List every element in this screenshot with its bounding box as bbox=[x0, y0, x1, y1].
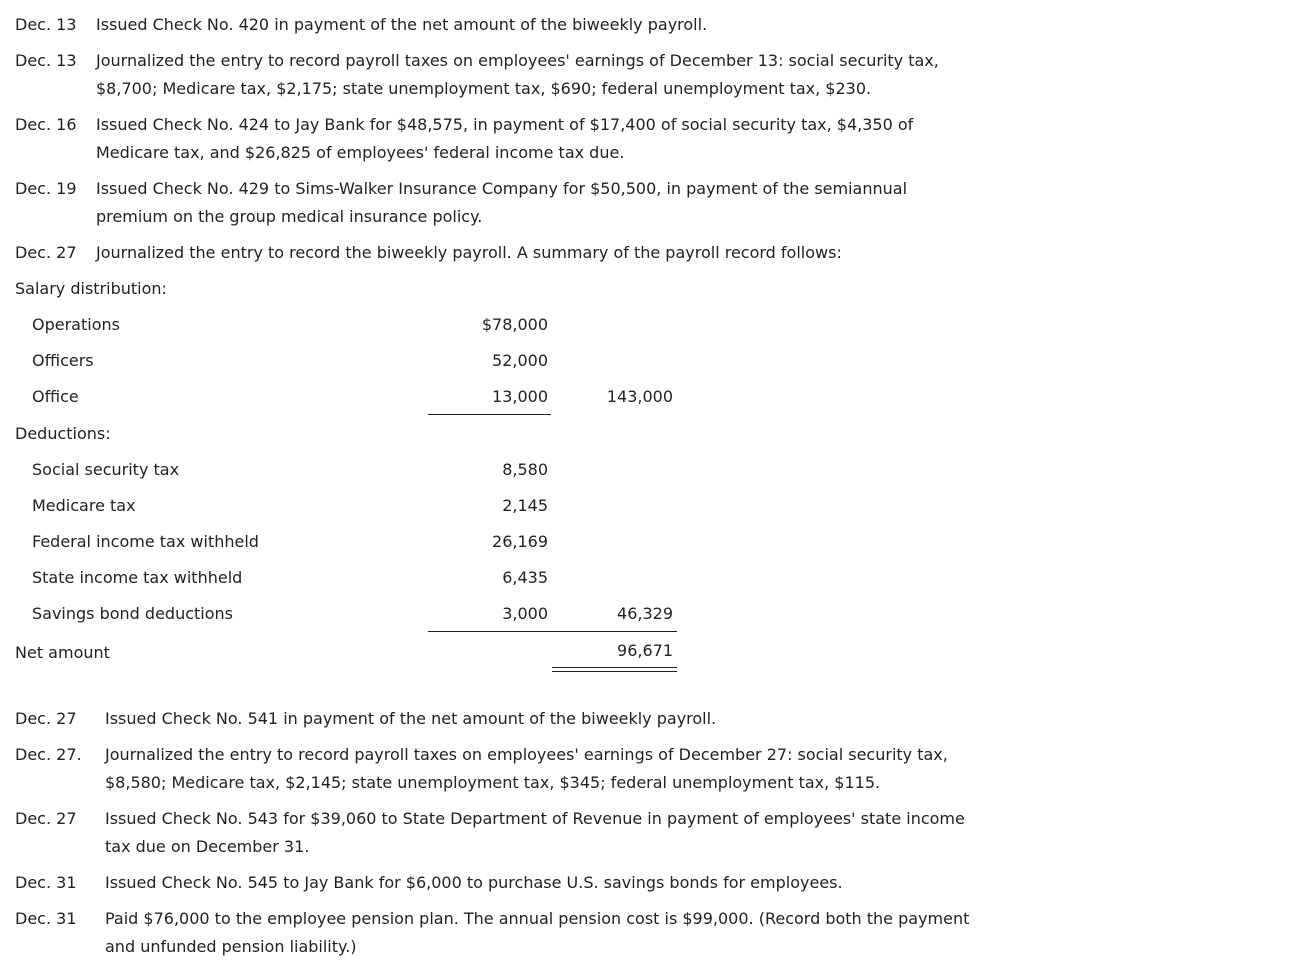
salary-item-amount: 13,000 bbox=[492, 387, 548, 406]
salary-item-amount: 52,000 bbox=[492, 351, 548, 370]
net-amount-label: Net amount bbox=[15, 643, 110, 662]
entry-date: Dec. 19 bbox=[15, 179, 77, 198]
entry-date: Dec. 27 bbox=[15, 243, 77, 262]
entry-text: Issued Check No. 424 to Jay Bank for $48,575, in payment of $17,400 of social security tax, $4,350 of bbox=[96, 115, 914, 134]
deduction-item-label: Social security tax bbox=[32, 460, 180, 479]
entry-text: $8,580; Medicare tax, $2,145; state unemployment tax, $345; federal unemployment tax, $115. bbox=[105, 773, 881, 792]
entry-text: Journalized the entry to record payroll taxes on employees' earnings of December 27: social security tax, bbox=[105, 745, 948, 764]
entry-text: Medicare tax, and $26,825 of employees' federal income tax due. bbox=[96, 143, 625, 162]
deductions-heading: Deductions: bbox=[15, 424, 111, 443]
entry-text: tax due on December 31. bbox=[105, 837, 310, 856]
entry-text: Journalized the entry to record payroll taxes on employees' earnings of December 13: social security tax, bbox=[96, 51, 939, 70]
net-amount-double-rule bbox=[552, 667, 677, 672]
deduction-item-label: Savings bond deductions bbox=[32, 604, 233, 623]
entry-date: Dec. 16 bbox=[15, 115, 77, 134]
subtotal-rule bbox=[428, 414, 551, 415]
entry-text: Issued Check No. 543 for $39,060 to State Department of Revenue in payment of employees' state income bbox=[105, 809, 965, 828]
deduction-item-amount: 26,169 bbox=[492, 532, 548, 551]
deduction-item-label: State income tax withheld bbox=[32, 568, 243, 587]
entry-date: Dec. 27 bbox=[15, 709, 77, 728]
salary-item-label: Operations bbox=[32, 315, 120, 334]
salary-item-label: Officers bbox=[32, 351, 94, 370]
deduction-item-label: Federal income tax withheld bbox=[32, 532, 259, 551]
deduction-item-total: 46,329 bbox=[617, 604, 673, 623]
entry-date: Dec. 27 bbox=[15, 809, 77, 828]
salary-item-label: Office bbox=[32, 387, 79, 406]
deduction-item-amount: 6,435 bbox=[502, 568, 548, 587]
entry-date: Dec. 13 bbox=[15, 51, 77, 70]
entry-date: Dec. 27. bbox=[15, 745, 82, 764]
entry-date: Dec. 13 bbox=[15, 15, 77, 34]
deduction-item-amount: 3,000 bbox=[502, 604, 548, 623]
net-amount-value: 96,671 bbox=[617, 641, 673, 660]
entry-date: Dec. 31 bbox=[15, 909, 77, 928]
salary-heading: Salary distribution: bbox=[15, 279, 167, 298]
entry-text: premium on the group medical insurance policy. bbox=[96, 207, 483, 226]
entry-text: Paid $76,000 to the employee pension plan. The annual pension cost is $99,000. (Record both the payment bbox=[105, 909, 970, 928]
entry-text: Issued Check No. 541 in payment of the net amount of the biweekly payroll. bbox=[105, 709, 717, 728]
deduction-item-amount: 8,580 bbox=[502, 460, 548, 479]
entry-text: and unfunded pension liability.) bbox=[105, 937, 357, 956]
entry-text: Issued Check No. 545 to Jay Bank for $6,000 to purchase U.S. savings bonds for employees. bbox=[105, 873, 843, 892]
entry-date: Dec. 31 bbox=[15, 873, 77, 892]
entry-text: Issued Check No. 429 to Sims-Walker Insurance Company for $50,500, in payment of the semiannual bbox=[96, 179, 908, 198]
deduction-item-label: Medicare tax bbox=[32, 496, 136, 515]
deduction-item-amount: 2,145 bbox=[502, 496, 548, 515]
salary-item-amount: $78,000 bbox=[481, 315, 548, 334]
entry-text: Journalized the entry to record the biweekly payroll. A summary of the payroll record follows: bbox=[96, 243, 842, 262]
entry-text: Issued Check No. 420 in payment of the net amount of the biweekly payroll. bbox=[96, 15, 708, 34]
deductions-rule bbox=[428, 631, 677, 632]
salary-item-total: 143,000 bbox=[606, 387, 673, 406]
entry-text: $8,700; Medicare tax, $2,175; state unemployment tax, $690; federal unemployment tax, $230. bbox=[96, 79, 872, 98]
